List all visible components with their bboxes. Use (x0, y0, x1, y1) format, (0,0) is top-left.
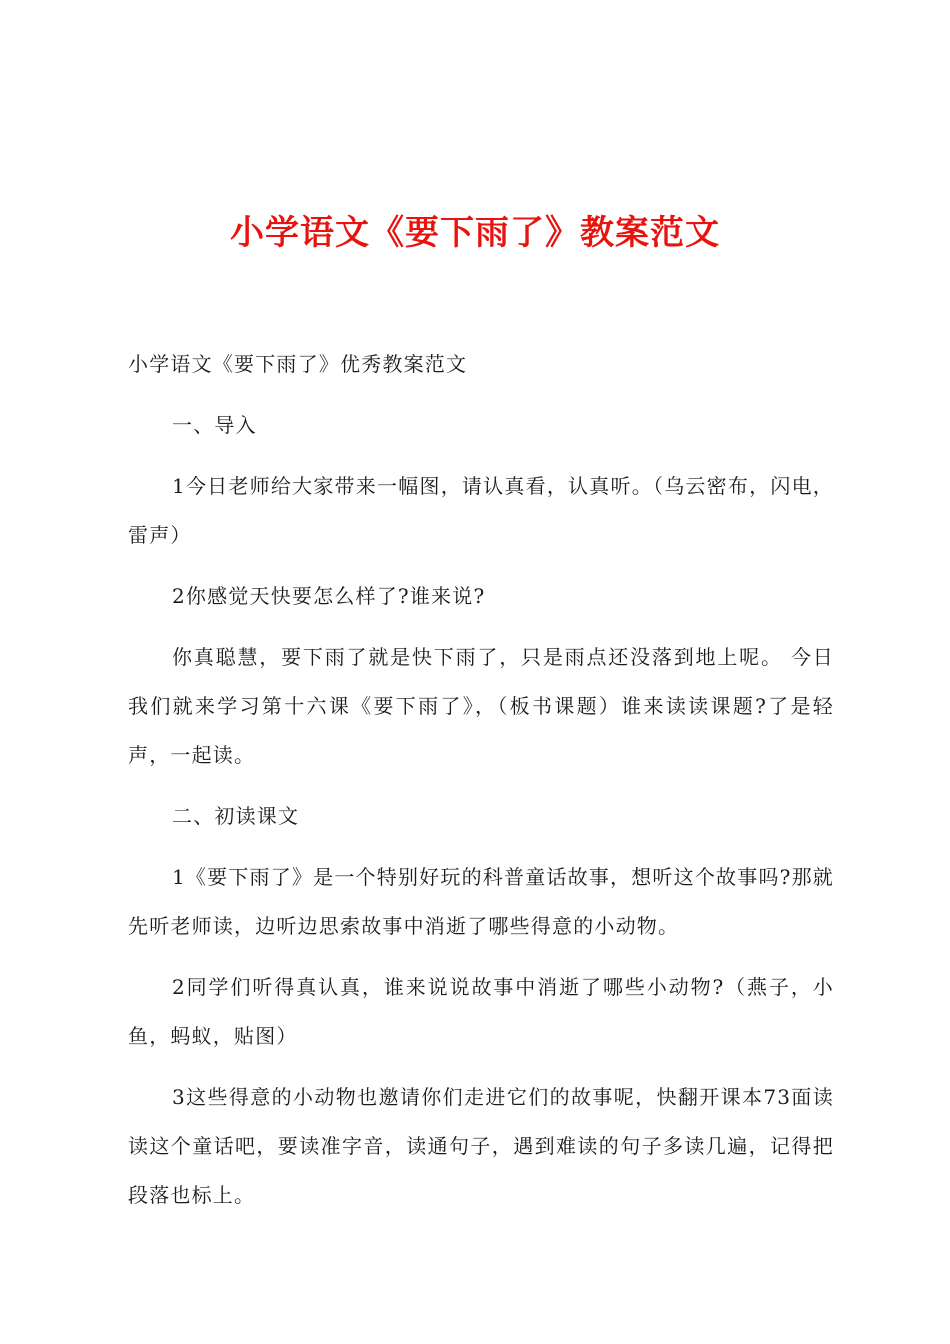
section-heading-intro: 一、导入 (172, 413, 257, 437)
paragraph-5: 2同学们听得真认真，谁来说说故事中消逝了哪些小动物?（燕子，小鱼，蚂蚁，贴图） (128, 975, 834, 1048)
document-title: 小学语文《要下雨了》教案范文 (230, 213, 720, 253)
paragraph-3: 你真聪慧，要下雨了就是快下雨了，只是雨点还没落到地上呢。 今日我们就来学习第十六课《要下雨了》，（板书课题）谁来读读课题?了是轻声，一起读。 (128, 645, 834, 767)
paragraph-6: 3这些得意的小动物也邀请你们走进它们的故事呢，快翻开课本73面读读这个童话吧，要读准字音，读通句子，遇到难读的句子多读几遍，记得把段落也标上。 (128, 1085, 834, 1207)
paragraph-1: 1今日老师给大家带来一幅图，请认真看，认真听。（乌云密布，闪电，雷声） (128, 474, 834, 547)
paragraph-2: 2你感觉天快要怎么样了?谁来说? (172, 584, 486, 608)
section-heading-first-reading: 二、初读课文 (172, 804, 300, 828)
paragraph-4: 1《要下雨了》是一个特别好玩的科普童话故事，想听这个故事吗?那就先听老师读，边听边思索故事中消逝了哪些得意的小动物。 (128, 865, 834, 938)
document-body (128, 340, 834, 1232)
subtitle-paragraph: 小学语文《要下雨了》优秀教案范文 (128, 352, 468, 376)
